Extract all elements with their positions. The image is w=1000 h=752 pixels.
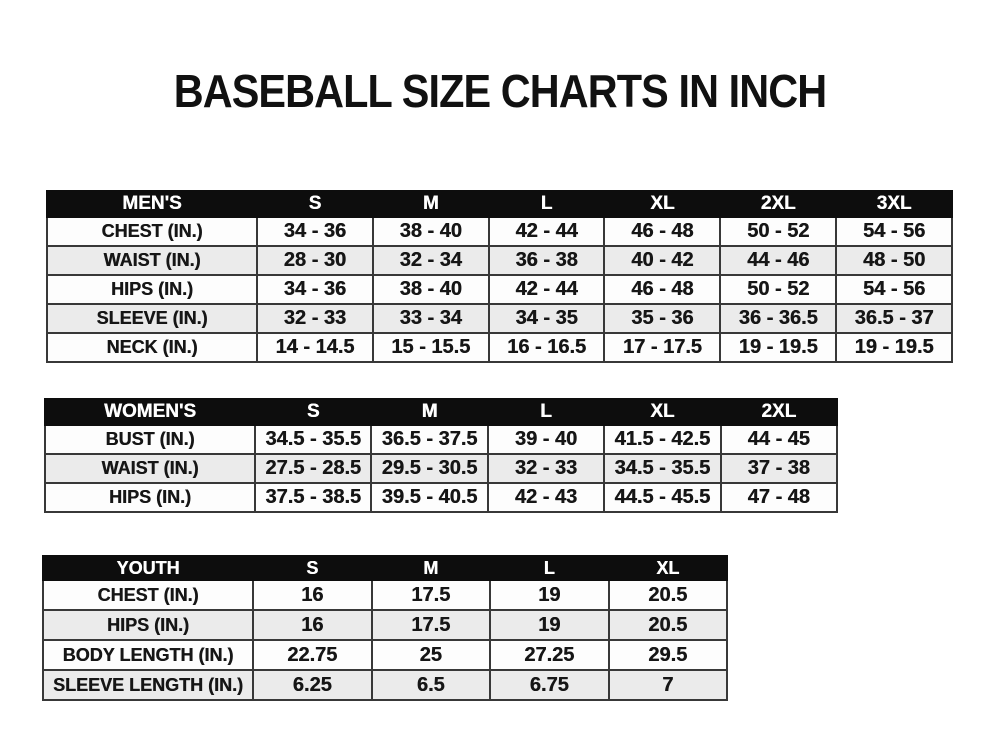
womens-size-table bbox=[44, 398, 838, 513]
measurement-label-cell: NECK (IN.) bbox=[47, 333, 257, 362]
size-value-cell: 37 - 38 bbox=[721, 454, 837, 483]
measurement-label-cell: HIPS (IN.) bbox=[47, 275, 257, 304]
mens-table-title-cell: MEN'S bbox=[47, 191, 257, 217]
size-value-cell: 42 - 44 bbox=[489, 275, 605, 304]
size-column-header: S bbox=[253, 556, 372, 580]
table-row bbox=[43, 670, 727, 700]
size-value-cell: 42 - 43 bbox=[488, 483, 604, 512]
size-value-cell: 44.5 - 45.5 bbox=[604, 483, 720, 512]
measurement-label-cell: HIPS (IN.) bbox=[45, 483, 255, 512]
size-value-cell: 17.5 bbox=[372, 610, 491, 640]
size-value-cell: 29.5 - 30.5 bbox=[371, 454, 487, 483]
size-value-cell: 34 - 36 bbox=[257, 217, 373, 246]
size-column-header: 2XL bbox=[721, 399, 837, 425]
size-value-cell: 40 - 42 bbox=[604, 246, 720, 275]
measurement-label-cell: SLEEVE LENGTH (IN.) bbox=[43, 670, 253, 700]
size-value-cell: 29.5 bbox=[609, 640, 728, 670]
measurement-label-cell: HIPS (IN.) bbox=[43, 610, 253, 640]
size-value-cell: 42 - 44 bbox=[489, 217, 605, 246]
size-value-cell: 19 bbox=[490, 610, 609, 640]
size-value-cell: 22.75 bbox=[253, 640, 372, 670]
size-column-header: M bbox=[372, 556, 491, 580]
size-value-cell: 54 - 56 bbox=[836, 275, 952, 304]
table-row bbox=[47, 246, 952, 275]
size-value-cell: 47 - 48 bbox=[721, 483, 837, 512]
size-value-cell: 6.5 bbox=[372, 670, 491, 700]
size-value-cell: 36 - 38 bbox=[489, 246, 605, 275]
table-row bbox=[47, 333, 952, 362]
size-value-cell: 20.5 bbox=[609, 610, 728, 640]
size-value-cell: 16 - 16.5 bbox=[489, 333, 605, 362]
table-row bbox=[45, 425, 837, 454]
size-column-header: XL bbox=[604, 399, 720, 425]
size-value-cell: 16 bbox=[253, 580, 372, 610]
size-value-cell: 34.5 - 35.5 bbox=[604, 454, 720, 483]
womens-table-title-cell: WOMEN'S bbox=[45, 399, 255, 425]
size-value-cell: 44 - 46 bbox=[720, 246, 836, 275]
size-column-header: S bbox=[257, 191, 373, 217]
size-column-header: S bbox=[255, 399, 371, 425]
size-value-cell: 39 - 40 bbox=[488, 425, 604, 454]
size-column-header: L bbox=[490, 556, 609, 580]
size-value-cell: 44 - 45 bbox=[721, 425, 837, 454]
measurement-label-cell: CHEST (IN.) bbox=[47, 217, 257, 246]
youth-size-table bbox=[42, 555, 728, 701]
size-column-header: 2XL bbox=[720, 191, 836, 217]
size-value-cell: 54 - 56 bbox=[836, 217, 952, 246]
size-value-cell: 6.75 bbox=[490, 670, 609, 700]
size-value-cell: 17.5 bbox=[372, 580, 491, 610]
table-row bbox=[43, 610, 727, 640]
size-value-cell: 48 - 50 bbox=[836, 246, 952, 275]
table-row bbox=[43, 580, 727, 610]
header-row bbox=[45, 399, 837, 425]
size-value-cell: 33 - 34 bbox=[373, 304, 489, 333]
size-value-cell: 17 - 17.5 bbox=[604, 333, 720, 362]
measurement-label-cell: CHEST (IN.) bbox=[43, 580, 253, 610]
size-value-cell: 36 - 36.5 bbox=[720, 304, 836, 333]
size-value-cell: 38 - 40 bbox=[373, 275, 489, 304]
size-value-cell: 15 - 15.5 bbox=[373, 333, 489, 362]
size-value-cell: 28 - 30 bbox=[257, 246, 373, 275]
measurement-label-cell: SLEEVE (IN.) bbox=[47, 304, 257, 333]
size-column-header: M bbox=[373, 191, 489, 217]
page-title: BASEBALL SIZE CHARTS IN INCH bbox=[173, 65, 827, 117]
size-value-cell: 35 - 36 bbox=[604, 304, 720, 333]
size-value-cell: 46 - 48 bbox=[604, 217, 720, 246]
size-column-header: XL bbox=[604, 191, 720, 217]
table-row bbox=[47, 217, 952, 246]
size-value-cell: 27.5 - 28.5 bbox=[255, 454, 371, 483]
size-value-cell: 25 bbox=[372, 640, 491, 670]
measurement-label-cell: BUST (IN.) bbox=[45, 425, 255, 454]
size-value-cell: 46 - 48 bbox=[604, 275, 720, 304]
size-value-cell: 34.5 - 35.5 bbox=[255, 425, 371, 454]
size-value-cell: 14 - 14.5 bbox=[257, 333, 373, 362]
size-value-cell: 37.5 - 38.5 bbox=[255, 483, 371, 512]
size-value-cell: 34 - 35 bbox=[489, 304, 605, 333]
table-row bbox=[45, 454, 837, 483]
header-row bbox=[47, 191, 952, 217]
header-row bbox=[43, 556, 727, 580]
size-value-cell: 38 - 40 bbox=[373, 217, 489, 246]
measurement-label-cell: WAIST (IN.) bbox=[47, 246, 257, 275]
table-row bbox=[47, 304, 952, 333]
measurement-label-cell: WAIST (IN.) bbox=[45, 454, 255, 483]
size-value-cell: 32 - 34 bbox=[373, 246, 489, 275]
size-column-header: L bbox=[488, 399, 604, 425]
size-value-cell: 36.5 - 37.5 bbox=[371, 425, 487, 454]
size-value-cell: 36.5 - 37 bbox=[836, 304, 952, 333]
size-value-cell: 34 - 36 bbox=[257, 275, 373, 304]
size-value-cell: 27.25 bbox=[490, 640, 609, 670]
size-value-cell: 6.25 bbox=[253, 670, 372, 700]
size-value-cell: 50 - 52 bbox=[720, 275, 836, 304]
size-value-cell: 32 - 33 bbox=[488, 454, 604, 483]
youth-table-title-cell: YOUTH bbox=[43, 556, 253, 580]
size-value-cell: 19 - 19.5 bbox=[836, 333, 952, 362]
table-row bbox=[45, 483, 837, 512]
size-column-header: XL bbox=[609, 556, 728, 580]
mens-size-table bbox=[46, 190, 953, 363]
size-value-cell: 39.5 - 40.5 bbox=[371, 483, 487, 512]
size-value-cell: 19 - 19.5 bbox=[720, 333, 836, 362]
size-column-header: 3XL bbox=[836, 191, 952, 217]
size-value-cell: 32 - 33 bbox=[257, 304, 373, 333]
size-column-header: M bbox=[371, 399, 487, 425]
size-value-cell: 19 bbox=[490, 580, 609, 610]
size-value-cell: 41.5 - 42.5 bbox=[604, 425, 720, 454]
size-value-cell: 16 bbox=[253, 610, 372, 640]
size-value-cell: 7 bbox=[609, 670, 728, 700]
size-value-cell: 20.5 bbox=[609, 580, 728, 610]
measurement-label-cell: BODY LENGTH (IN.) bbox=[43, 640, 253, 670]
table-row bbox=[47, 275, 952, 304]
table-row bbox=[43, 640, 727, 670]
size-value-cell: 50 - 52 bbox=[720, 217, 836, 246]
size-column-header: L bbox=[489, 191, 605, 217]
